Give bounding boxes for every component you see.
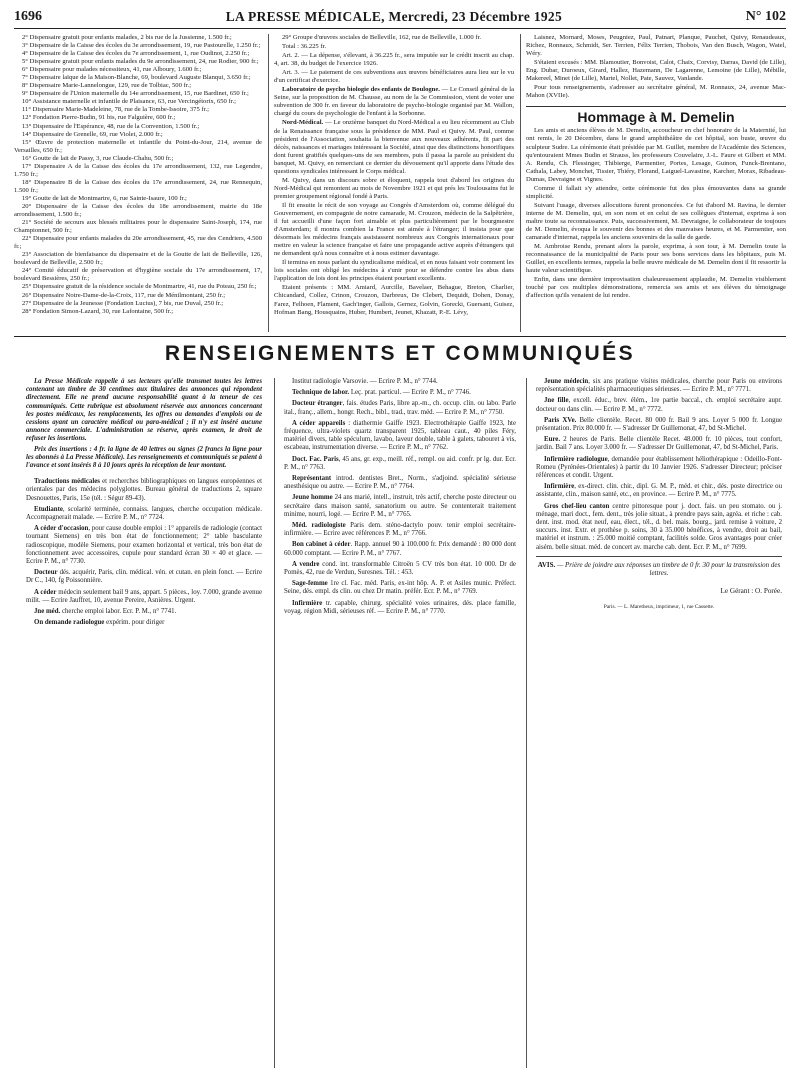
dispensary-item: 16° Goutte de lait de Passy, 3, rue Claude-Chahu, 500 fr.; <box>22 154 174 162</box>
section-rule <box>526 106 786 107</box>
classified-ad <box>26 506 262 522</box>
ad-lead: A céder <box>34 588 57 596</box>
section-title: RENSEIGNEMENTS ET COMMUNIQUÉS <box>164 342 636 365</box>
news-column-2 <box>274 34 514 318</box>
ad-lead: Jeune homme <box>292 494 333 502</box>
classified-ad <box>284 389 516 397</box>
dispensary-item: 3° Dispensaire de la Caisse des écoles du 3e arrondissement, 19, rue Pastourelle, 1.250 fr.; <box>22 42 261 50</box>
ad-text: expérim. pour diriger <box>104 619 165 627</box>
ad-lead: Paris XVe. <box>544 416 577 424</box>
classified-ad <box>284 600 516 616</box>
classified-ad <box>284 541 516 557</box>
column-divider <box>274 378 275 1068</box>
dispensary-item: 25° Dispensaire gratuit de la résidence sociale de Montmartre, 41, rue du Poteau, 250 fr.; <box>22 283 257 291</box>
section-heading: Laboratoire de psycho biologie des enfants de Boulogne. <box>282 86 440 94</box>
section-separator <box>14 336 786 337</box>
classified-ad <box>536 436 782 452</box>
ad-text: centre pittoresque pour j. doct. fais. un peu stomato. ou j. ménage, mari doct., fem. dent., très jolie situat., à prendre pays sain, agréa. et riche : cab. dent. inst. mod. état neuf, eau, élect., tél., d. bel. mais. bourg., jard. remise à voiture, 2 succurs. inst. Extr. et prothèse p. soins, 30 à 35.000 bénéfices, à vendre, droit au bail, matériel et instrum. : 25.000 moitié comptant, facilités solde. Gros avantages pour créer aisém. belle situat. méd. de concert av. marche cab. dent. Ecr. P. M., n° 7699. <box>536 502 782 551</box>
dispensary-item: 28° Fondation Simon-Lazard, 30, rue Lafontaine, 500 fr.; <box>22 307 174 315</box>
classified-ad <box>284 456 516 472</box>
ad-lead: Infirmière <box>544 483 575 491</box>
paragraph: Total : 36.225 fr. <box>282 43 327 51</box>
dispensary-item: 2° Dispensaire gratuit pour enfants malades, 2 bis rue de la Jussienne, 1.500 fr.; <box>22 34 232 41</box>
ad-text: , fais. études Paris, libre ap.-m., ch. occup. clin. ou labo. Parle ital., franç., allem., hongr. Rech., bibl., trad., trav. méd. — Ecrire P. M., n° 7750. <box>284 400 516 416</box>
classified-ad <box>536 483 782 499</box>
ad-lead: Eure. <box>544 436 561 444</box>
classifieds-column-3 <box>536 378 782 612</box>
column-divider <box>268 34 269 332</box>
paragraph: Laisnez, Mornard, Moses, Peugniez, Paul, Patnart, Planque, Pauchet, Quivy, Renaudeaux, Richez, Ronnaux, Schmidt, Ser. Terrien, Félix Terrien, Thobois, Van den Busch, Wagon, Watel, Wéry. <box>526 34 786 58</box>
ads-list <box>536 378 782 552</box>
ad-lead: Représentant <box>292 475 332 483</box>
paragraph: Il fit ensuite le récit de son voyage au Congrès d'Amsterdom où, comme délégué du Gouvernement, en compagnie de notre camarade, M. Crouzon, médecin de la Salpêtrière, il fut accueilli d'une façon fort aimable et plus particulièrement par le bourgmestre d'Amsterdam; il montra combien la France est aimée à l'étranger; il insista pour que désormais les médecins français assistassent nombreux aux Congrès internationaux pour mettre en valeur la science française et faire une propagande active auprès d'étrangers qui ne demandent qu'à nous connaître et à nous estimer davantage. <box>274 201 514 258</box>
gerant-signature: Le Gérant : O. Porée. <box>720 587 782 596</box>
avis-label: AVIS. <box>537 560 556 569</box>
classified-ad <box>26 525 262 566</box>
news-column-3 <box>526 34 786 301</box>
ad-lead: Méd. radiologiste <box>292 522 346 530</box>
ad-text: Leç. prat. particul. — Ecrire P. M., n° 7746. <box>349 389 471 397</box>
dispensary-item: 13° Dispensaire de l'Espérance, 48, rue de la Convention, 1.500 fr.; <box>22 122 200 130</box>
classified-ad <box>536 397 782 413</box>
ad-lead: Doct. Fac. Paris <box>292 455 339 463</box>
classifieds-column-1 <box>26 378 262 630</box>
ad-text: , ex-direct. clin. chir., dipl. G. M. P., méd. et chir., dés. poste directrice ou assistante, clin., maison santé, etc., en province. — Ecrire P. M., n° 7775. <box>536 483 782 499</box>
classified-ad <box>536 417 782 433</box>
ad-text: , pour cause double emploi : 1° appareils de radiologie (contact tournant Siemens) en très bon état de fonctionnement; 2° table basculante radioscopique, modèle Siemens, pour examen horizontal et vertical, très bon état de fonctionnement avec accessoires, cupule pour standard écran 30 × 40 et glace. — Ecrire P. M., n° 7730. <box>26 525 263 566</box>
ad-text: Paris dem. sténo-dactylo pouv. tenir emploi secrétaire-infirmière. — Ecrire avec références P. M., n° 7766. <box>284 522 516 538</box>
header-rule <box>14 28 786 29</box>
ad-text: 1re cl. Fac. méd. Paris, ex-int hôp. A. P. et Asiles munic. Préfect. Seine, dés. empl. ds clin. ou chez Dr matin. préfér. Ecr. P. M., n° 7769. <box>284 580 516 596</box>
dispensary-item: 11° Dispensaire Marie-Madeleine, 78, rue de la Tombe-Issoire, 375 fr.; <box>22 106 209 114</box>
section-heading: Nord-Médical. <box>282 119 324 127</box>
ad-lead: On demande radiologue <box>34 619 105 627</box>
classified-ad <box>284 561 516 577</box>
ad-lead: Jeune médecin <box>544 378 589 385</box>
ad-text: 2 heures de Paris. Belle clientèle Recet. 48.000 fr. 10 pièces, tout confort, jardin. Bail 7 ans. Loyer 3.000 fr. — S'adresser Dr Guillemonat, 47, bd St-Michel, Paris. <box>536 436 782 452</box>
classified-ad <box>26 619 262 627</box>
masthead <box>14 6 786 28</box>
classified-ad <box>536 456 782 481</box>
section-text: — Le onzième banquet du Nord-Médical a eu lieu récemment au Club de la Renaissance française sous la présidence de MM. Paul et Quivy. M. Paul, comme président de l'Association, souhaita la bienvenue aux nouveaux adhérents, fit part des décès, naissances et mariages intéressant la Société, ainsi que des distinctions honorifiques dont furent gratifiés quelques-uns de ses membres, puis il passa la parole au président du banquet, M. Quivy, en remerciant ce dernier du dévouement qu'il apporte dans l'étude des questions syndicales intéressant le Corps médical. <box>274 119 514 175</box>
notice-text: La Presse Médicale rappelle à ses lecteurs qu'elle transmet toutes les lettres contenant un timbre de 30 centimes aux titulaires des annonces qui répondent directement. Elle ne prend aucune responsabilité quant à la teneur de ces communiqués. Cette rubrique est absolument réservée aux annonces concernant les postes médicaux, les remplacements, les offres ou demandes d'emplois ou de cessions ayant un caractère médical ou para-médical ; il n'y est inséré aucune annonce commerciale. L'administration se réserve, après examen, le droit de refuser les insertions. <box>26 378 262 443</box>
ad-lead: Traductions médicales <box>34 478 100 486</box>
paragraph: Art. 3. — Le paiement de ces subventions aux œuvres bénéficiaires aura lieu sur le vu d'un certificat d'exercice. <box>274 69 514 85</box>
ads-list <box>26 478 262 627</box>
dispensary-item: 8° Dispensaire Marie-Lannelongue, 129, rue de Tolbiac, 500 fr.; <box>22 82 192 90</box>
ad-text: médecin seulement bail 9 ans, appart. 5 pièces., loy. 7.000, grande avenue milit. — Ecrire Jauffret, 10, avenue Pereire, Asnières. Urgent. <box>26 588 262 604</box>
ad-lead: Docteur <box>34 569 58 577</box>
paragraph: Les amis et anciens élèves de M. Demelin, accoucheur en chef honoraire de la Maternité, lui ont remis, le 20 Décembre, dans le grand amphithéâtre de cet hôpital, son buste, œuvre du sculpteur Sudre. La cérémonie était présidée par M. Guillet, membre de l'Académie des Sciences, qu'entouraient Mmes Budin et Strauss, les professeurs Couvelaire, J.-L. Faure et Gilbert et MM. A. Rendu, Ch. Flessinger, Thibierge, Parmentier, Portes, Lesage, Guinon, Funck-Brentano, Cathala, Labey, Monchet, Tissier, Thiéry, Florand, Laiguel-Lavastine, Karcher, Morax, Ribadeau-Dumas, Devraigne et Vignes. <box>526 127 786 183</box>
paragraph <box>274 119 514 175</box>
paragraph: M. Quivy, dans un discours sobre et éloquent, rappela tout d'abord les origines du Nord-Médical qui remontent au mois de Novembre 1921 et qui prés les Toulousains fut le premier groupement régional fondé à Paris. <box>274 176 514 200</box>
avis-notice <box>536 556 782 577</box>
ad-lead: Etudiante <box>34 505 63 513</box>
paragraph: Art. 2. — La dépense, s'élevant, à 36.225 fr., sera imputée sur le crédit inscrit au chap. 4, art. 38, du budget de l'exercice 1926. <box>274 52 514 68</box>
dispensary-item: 6° Dispensaire pour malades nécessiteux, 41, rue Alboury, 1.600 fr.; <box>22 66 202 74</box>
classified-ad <box>284 420 516 453</box>
classified-ad <box>26 608 262 616</box>
dispensary-item: 20° Dispensaire de la Caisse des écoles du 18e arrondissement, mairie du 18e arrondissement, 1.500 fr.; <box>14 202 262 219</box>
ad-lead: Bon cabinet à céder <box>292 541 351 549</box>
dispensary-list-column <box>14 34 262 316</box>
ad-lead: A céder appareils <box>292 419 346 427</box>
ad-text: dés. acquérir, Paris, clin. médical. vén. et cutan. en plein fonct. — Ecrire Dr C., 140, fg Poissonnière. <box>26 569 262 585</box>
paragraph: Enfin, dans une dernière improvisation chaleureusement applaudie, M. Demelin visiblement touché par ces multiples démonstrations, remercia ses amis et ses élèves du témoignage d'affection qu'ils venaient de lui rendre. <box>526 276 786 300</box>
article-headline: Hommage à M. Demelin <box>577 109 735 126</box>
paragraph: Il termina en nous parlant du syndicalisme médical, et en nous faisant voir comment les lois sociales ont obligé les médecins à s'unir pour se défendre contre les abus dans l'application de lois dont les principes étaient pourtant excellents. <box>274 259 514 283</box>
dispensary-item: 14° Dispensaire de Grenelle, 69, rue Violet, 2.000 fr.; <box>22 130 163 138</box>
ad-lead: Docteur étranger <box>292 400 343 408</box>
price-notice: Prix des insertions : 4 fr. la ligne de 40 lettres ou signes (2 francs la ligne pour les abonnés à La Presse Médicale). Les renseignements et communiqués se paient à l'avance et sont insérés 8 à 10 jours après la réception de leur montant. <box>26 445 262 470</box>
ad-text: 24 ans marié, intell., instruit, très actif, cherche poste directeur ou secrétaire dans maison santé, sanatorium ou autre. Se contenterait traitement minime, nourri, logé. — Ecrire P. M., n° 7765. <box>284 494 516 518</box>
ad-lead: A vendre <box>292 560 320 568</box>
classified-ad <box>284 494 516 519</box>
ad-text: , excell. éduc., brev. élém., 1re partie baccal., ch. emploi secrétaire aupr. docteur ou dans clin. — Ecrire P. M., n° 7772. <box>536 397 782 413</box>
ad-lead: Jne fille <box>544 397 569 405</box>
dispensary-item: 27° Dispensaire de la Jeunesse (Fondation Lucius), 7 bis, rue Duval, 250 fr.; <box>22 299 224 307</box>
dispensary-item: 26° Dispensaire Notre-Dame-de-la-Croix, 117, rue de Ménilmontant, 250 fr.; <box>22 291 226 299</box>
classified-ad <box>284 580 516 596</box>
publication-title: LA PRESSE MÉDICALE, Mercredi, 23 Décembre 1925 <box>225 9 563 24</box>
paragraph: Etaient présents : MM. Amiard, Aurcille, Bavelaer, Behague, Breton, Charlier, Chicandard, Collez, Crinon, Crouzon, Darbreux, De Clebert, Dequidt, Dohen, Donay, Farez, Felhoen, Flament, Gach'inger, Gallois, Gernez, Golvin, Gorecki, Guersant, Guisez, Hofman Bang, Housquains, Huber, Humbert, Jeunet, Khazatt, P.-E. Lévy, <box>274 284 514 316</box>
dispensary-item: 18° Dispensaire B de la Caisse des écoles du 17e arrondissement, 24, rue Rennequin, 1.500 fr.; <box>14 178 262 194</box>
ad-text: cond. int. transformable Citroën 5 CV très bon état. 10 000. Dr de Pomès, 42, rue de Verdun, Suresnes. Tél. : 453. <box>284 560 516 577</box>
paragraph: M. Ambroise Rendu, prenant alors la parole, exprima, à son tour, à M. Demelin toute la reconnaissance de la municipalité de Paris pour ses bons services dans les hôpitaux, puis M. Guillet, en excellents termes, rappela la belle œuvre médicale de M. Demelin dont il fit ressortir la haute valeur scientifique. <box>526 243 786 275</box>
classified-ad <box>284 378 516 386</box>
ad-lead: Technique de labor. <box>292 389 350 397</box>
page-number: 1696 <box>14 9 42 24</box>
ad-text: cherche emploi labor. Ecr. P. M., n° 7741. <box>60 608 177 616</box>
classified-ad <box>284 475 516 491</box>
ad-lead: Jne méd. <box>34 608 61 616</box>
issue-number: N° 102 <box>745 9 786 24</box>
paragraph: Comme il fallait s'y attendre, cette cérémonie fut des plus émouvantes dans sa grande simplicité. <box>526 184 786 200</box>
dispensary-item: 15° Œuvre de protection maternelle et infantile du Point-du-Jour, 214, avenue de Versailles, 650 fr.; <box>14 138 262 154</box>
ad-text: , 45 ans, gr. exp., meill. réf., rempl. ou aid. confr. pr lg. dur. Ecr. P. M., n° 7763. <box>284 455 516 471</box>
ad-lead: Sage-femme <box>292 580 328 588</box>
ad-text: et recherches bibliographiques en langues européennes et orientales par des médecins polyglottes. Bureau général de traductions 2, square Desnouettes, Paris, 15e (tél. : Ségur 89-43). <box>26 478 262 502</box>
ad-text: tr. capable, chirurg. spécialité voies urinaires, dés. place famille, voyag. région Midi, sérieuses réf. — Ecrire P. M., n° 7770. <box>284 599 516 615</box>
ad-text: : diathermie Gaiffe 1923. Electrothérapie Gaiffe 1923, hte fréquence, ultra-violets quartz transparent 1925, tableau caut., 40 piles Féry, matériel divers, table spéculum, lavabo, laveur double, table à galets, tabouret à vis, escabeau, instrumentation diverse. — Ecrire P. M., n° 7762. <box>284 419 516 452</box>
ad-text: . Rapp. annuel 90 à 100.000 fr. Prix demandé : 80 000 dont 60.000 comptant. — Ecrire P. M., n° 7767. <box>284 541 516 557</box>
classified-ad <box>26 589 262 605</box>
classified-ad <box>284 522 516 538</box>
ad-lead: Gros chef-lieu canton <box>544 502 610 510</box>
classified-ad <box>536 503 782 552</box>
ad-text: Institut radiologie Varsovie. — Ecrire P. M., n° 7744. <box>292 378 438 385</box>
ad-lead: Infirmière <box>292 599 323 607</box>
dispensary-item: 24° Comité éducatif de préservation et d'hygiène sociale du 17e arrondissement, 17, boulevard Bessières, 250 fr.; <box>14 267 262 283</box>
printer-imprint: Paris. — L. Maretheux, imprimeur, 1, rue Cassette. <box>603 604 715 611</box>
avis-text: — Prière de joindre aux réponses un timbre de 0 fr. 30 pour la transmission des lettres. <box>555 560 781 578</box>
dispensary-item: 10° Assistance maternelle et infantile de Plaisance, 63, rue Vercingétorix, 650 fr.; <box>22 98 236 106</box>
ad-text: Belle clientèle. Recet. 80 000 fr. Bail 9 ans. Loyer 5 000 fr. Longue présentation. Prix 80.000 fr. — S'adresser Dr Guillemonat, 47, bd St-Michel. <box>536 416 783 433</box>
classified-ad <box>26 478 262 503</box>
ad-text: , six ans pratique visites médicales, cherche pour Paris ou environs représentation spécialités pharmaceutiques sérieuses. — Ecrire P. M., n° 7771. <box>536 378 782 394</box>
classified-ad <box>26 569 262 585</box>
ad-text: , scolarité terminée, connaiss. langues, cherche occupation médicale. Accompagnerait malade. — Ecrire P. M., n° 7724. <box>26 505 262 522</box>
paragraph <box>274 86 514 118</box>
paragraph: Suivant l'usage, diverses allocutions furent prononcées. Ce fut d'abord M. Ravina, le dernier interne de M. Demelin, qui, en son nom et en celui de ses collègues d'internat, exprima à son maître toute sa reconnaissance. Puis, successivement, M. Devraigne, le collaborateur de toujours de M. Demelin, évoqua le souvenir des bonnes et des mauvaises heures, et M. Parmentier, son camarade d'internat, rappela les anciens souvenirs de la salle de garde. <box>526 201 786 242</box>
classified-ad <box>536 378 782 394</box>
classified-ad <box>284 400 516 416</box>
dispensary-item: 23° Association de bienfaisance du dispensaire et de la Goutte de lait de Belleville, 126, boulevard de Belleville, 2.500 fr.; <box>14 251 262 267</box>
dispensary-item: 12° Fondation Pierre-Budin, 91 bis, rue Falguière, 600 fr.; <box>22 114 176 122</box>
ad-text: , demandée pour établissement héliothérapique : Odeillo-Font-Romeu (Pyrénées-Orientales) à partir du 10 Janvier 1926. S'adresser Directeur; préciser références et condit. Urgent. <box>536 455 783 480</box>
ads-list <box>284 378 516 616</box>
ad-lead: A céder d'occasion <box>34 525 89 533</box>
ad-text: introd. dentistes Bret., Norm., s'adjoind. spécialité sérieuse anesthésique ou autre. — Ecrire P. M., n° 7764. <box>284 475 516 491</box>
classifieds-column-2 <box>284 378 516 619</box>
dispensary-item: 4° Dispensaire de la Caisse des écoles du 7e arrondissement, 1, rue Oudinot, 2.250 fr.; <box>22 50 250 58</box>
dispensary-item: 9° Dispensaire de l'Union maternelle du 14e arrondissement, 15, rue Bardinet, 650 fr.; <box>22 90 249 98</box>
section-text: — Le Conseil général de la Seine, sur la proposition de M. Chausse, au nom de la 3e Commission, vient de voter une subvention de 300 fr. en faveur du laboratoire de psycho-biologie organisé par M. Wallon, chargé du cours de psychologie de l'enfant à la Sorbonne. <box>274 86 514 118</box>
dispensary-item: 21° Société de secours aux blessés militaires pour le dispensaire Saint-Joseph, 174, rue Championnet, 500 fr.; <box>14 219 262 235</box>
ad-lead: Infirmière radiologue <box>544 455 608 463</box>
paragraph: S'étaient excusés : MM. Blamoutier, Bonvoist, Calot, Chaix, Corvisy, Darras, David (de Lille), Eng. Dubar, Duroeux, Girard, Hallez, Hazemann, De Lagarenne, Lemoine (de Lille), Mébille, Makereel, Minet (de Lille), Martel, Nollet, Pate, Sauvez, Vanlande. <box>526 59 786 83</box>
paragraph: 29° Groupe d'œuvres sociales de Belleville, 162, rue de Belleville, 1.000 fr. <box>282 34 482 41</box>
column-divider <box>526 378 527 1068</box>
dispensary-item: 22° Dispensaire pour enfants malades du 20e arrondissement, 45, rue des Cendriers, 4.500 fr.; <box>14 235 262 251</box>
paragraph: Pour tous renseignements, s'adresser au secrétaire général, M. Ronnaux, 24, avenue Mac-Mahon (XVIIe). <box>526 84 786 100</box>
dispensary-item: 19° Goutte de lait de Montmartre, 6, rue Sainte-Isaure, 100 fr.; <box>22 194 187 202</box>
dispensary-item: 7° Dispensaire laïque de la Maison-Blanche, 69, boulevard Auguste Blanqui, 3.650 fr.; <box>22 74 251 82</box>
column-divider <box>520 34 521 332</box>
dispensary-item: 17° Dispensaire A de la Caisse des écoles du 17e arrondissement, 132, rue Legendre, 1.750 fr.; <box>14 162 262 178</box>
dispensary-item: 5° Dispensaire gratuit pour enfants malades du 9e arrondissement, 24, rue Rodier, 900 fr.; <box>22 58 259 66</box>
